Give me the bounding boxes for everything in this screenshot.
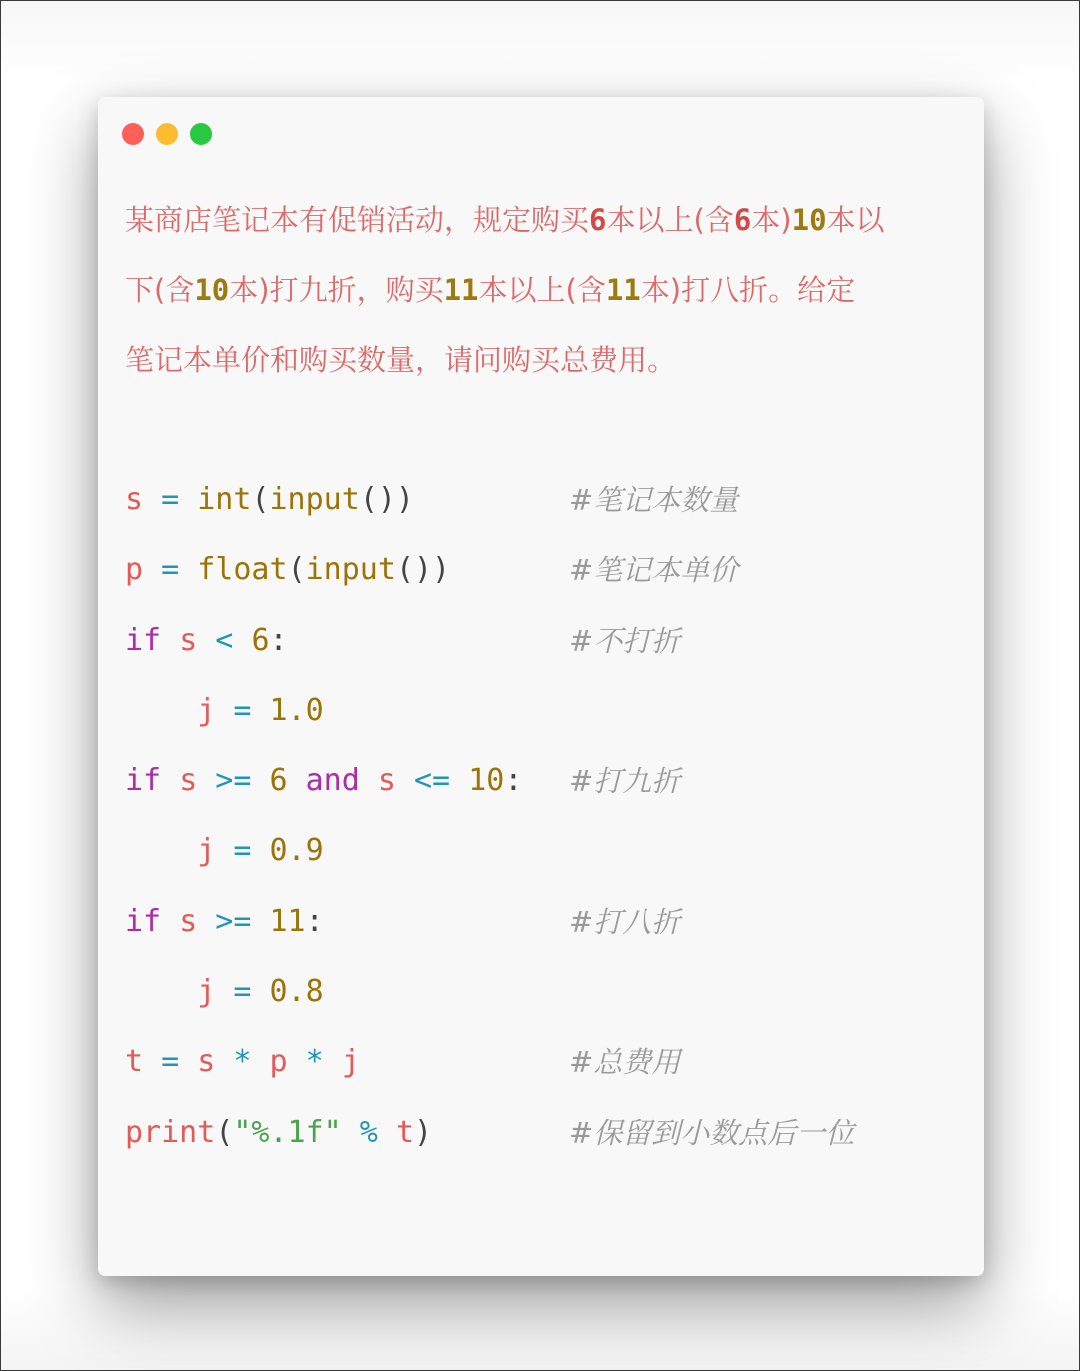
code-token: t bbox=[395, 1114, 414, 1150]
code-token: j bbox=[197, 692, 216, 728]
code-line bbox=[125, 957, 522, 1027]
problem-number: 10 bbox=[791, 203, 827, 237]
code-token: input bbox=[269, 482, 360, 517]
code-token: ( bbox=[287, 552, 306, 588]
code-token: * bbox=[215, 1044, 270, 1080]
code-token: 1.0 bbox=[269, 692, 324, 728]
code-token bbox=[360, 763, 378, 798]
code-token: = bbox=[143, 1044, 198, 1080]
code-token: ( bbox=[251, 482, 270, 517]
code-token: int bbox=[197, 482, 252, 517]
code-token: ()) bbox=[359, 482, 414, 517]
code-token: print bbox=[125, 1114, 216, 1150]
code-token: = bbox=[143, 552, 198, 588]
code-comment: #不打折 bbox=[569, 623, 681, 658]
code-token: 10 bbox=[468, 763, 505, 799]
code-line bbox=[125, 1027, 681, 1097]
code-token: s bbox=[197, 1044, 216, 1080]
code-line bbox=[125, 676, 522, 746]
code-token: = bbox=[215, 974, 270, 1010]
code-token: s bbox=[125, 482, 144, 517]
code-line bbox=[125, 816, 522, 886]
code-token: = bbox=[143, 482, 198, 517]
problem-text: 本以 bbox=[826, 203, 885, 237]
code-token: s bbox=[179, 763, 198, 799]
code-token: j bbox=[197, 974, 216, 1010]
code-comment: #打八折 bbox=[569, 904, 681, 939]
code-token bbox=[161, 623, 179, 658]
problem-text: 本) bbox=[751, 203, 792, 237]
code-token: = bbox=[215, 692, 270, 728]
code-token: ) bbox=[414, 1114, 433, 1150]
code-line bbox=[125, 465, 739, 535]
problem-text: 笔记本单价和购买数量，请问购买总费用。 bbox=[125, 343, 677, 377]
code-token bbox=[125, 693, 197, 728]
problem-text: 本以上(含 bbox=[606, 203, 734, 237]
problem-number: 10 bbox=[194, 273, 230, 307]
code-token: j bbox=[341, 1044, 360, 1080]
code-token: : bbox=[305, 903, 324, 939]
zoom-button[interactable] bbox=[190, 123, 212, 145]
code-comment: #总费用 bbox=[569, 1045, 681, 1080]
code-token: % bbox=[341, 1114, 396, 1150]
code-token: j bbox=[197, 833, 216, 869]
code-token bbox=[125, 833, 197, 868]
code-comment: #保留到小数点后一位 bbox=[569, 1115, 855, 1150]
code-token: 11 bbox=[269, 903, 306, 939]
problem-line bbox=[125, 255, 965, 325]
problem-text: 本)打九折，购买 bbox=[229, 273, 444, 307]
code-token: if bbox=[125, 903, 162, 939]
code-token bbox=[161, 904, 179, 939]
code-token: 6 bbox=[251, 622, 270, 658]
code-token: p bbox=[269, 1044, 288, 1080]
code-token: : bbox=[504, 763, 523, 799]
code-token: : bbox=[269, 622, 288, 658]
code-line bbox=[125, 535, 739, 605]
code-line bbox=[125, 887, 681, 957]
problem-text: 下(含 bbox=[125, 273, 195, 307]
problem-text: 某商店笔记本有促销活动，规定购买 bbox=[125, 203, 590, 237]
problem-number: 6 bbox=[733, 203, 752, 237]
code-line bbox=[125, 606, 681, 676]
code-token: s bbox=[179, 622, 198, 658]
code-token: input bbox=[305, 552, 396, 588]
code-token bbox=[125, 974, 197, 1009]
code-line bbox=[125, 746, 681, 816]
code-line bbox=[125, 1098, 855, 1168]
code-token: float bbox=[197, 552, 288, 588]
code-block bbox=[125, 465, 855, 1168]
problem-number: 11 bbox=[605, 273, 641, 307]
code-token: p bbox=[125, 552, 144, 588]
code-token: t bbox=[125, 1044, 144, 1080]
code-token: 6 bbox=[269, 763, 288, 799]
code-token: >= bbox=[197, 763, 270, 799]
code-comment: #打九折 bbox=[569, 764, 681, 799]
minimize-button[interactable] bbox=[156, 123, 178, 145]
code-token: = bbox=[215, 833, 270, 869]
code-token bbox=[161, 763, 179, 798]
code-token: * bbox=[287, 1044, 342, 1080]
code-token: ( bbox=[215, 1114, 234, 1150]
code-token: s bbox=[179, 903, 198, 939]
code-token: < bbox=[197, 622, 252, 658]
window-controls bbox=[122, 123, 212, 145]
problem-statement bbox=[125, 185, 965, 395]
code-token: if bbox=[125, 763, 162, 799]
code-token: s bbox=[377, 763, 396, 799]
code-token: if bbox=[125, 622, 162, 658]
close-button[interactable] bbox=[122, 123, 144, 145]
code-token: "%.1f" bbox=[233, 1114, 342, 1150]
code-token: <= bbox=[395, 763, 469, 799]
code-token bbox=[288, 763, 306, 798]
code-token: ()) bbox=[395, 552, 451, 588]
code-token: 0.8 bbox=[269, 974, 324, 1010]
problem-number: 11 bbox=[443, 273, 479, 307]
code-comment: #笔记本单价 bbox=[569, 553, 739, 588]
code-window bbox=[98, 97, 984, 1276]
problem-line bbox=[125, 185, 965, 255]
problem-text: 本以上(含 bbox=[478, 273, 606, 307]
problem-number: 6 bbox=[589, 203, 607, 237]
code-token: >= bbox=[197, 903, 270, 939]
code-token: and bbox=[305, 763, 360, 799]
code-token: 0.9 bbox=[269, 833, 324, 869]
problem-line bbox=[125, 325, 965, 395]
code-comment: #笔记本数量 bbox=[569, 483, 739, 517]
problem-text: 本)打八折。给定 bbox=[640, 273, 856, 307]
